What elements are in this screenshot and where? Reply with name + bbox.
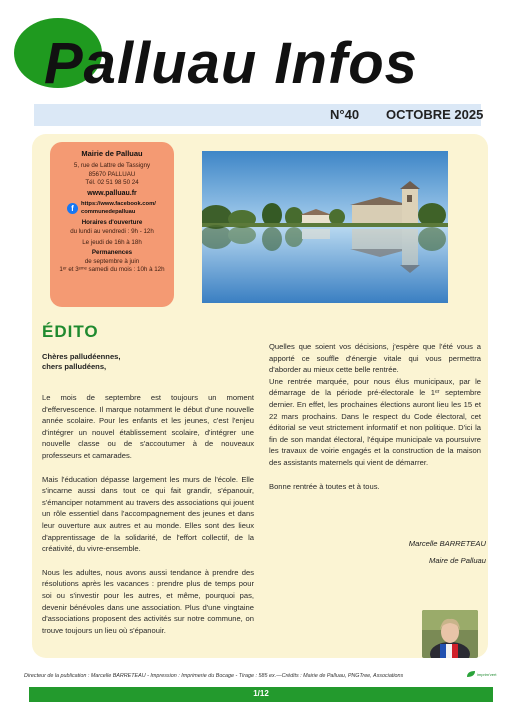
hours-title: Horaires d'ouverture: [81, 219, 143, 227]
mairie-phone: Tél. 02 51 98 50 24: [85, 179, 139, 187]
signature-block: [390, 535, 486, 569]
mairie-website-link[interactable]: www.palluau.fr: [87, 189, 137, 197]
facebook-row[interactable]: [50, 201, 174, 216]
edito-paragraph: Une rentrée marquée, pour nous élus municipaux, par le démarrage de la période pré-électorale le 1ᵉʳ septembre dernier. En effet, les prochaines élections auront lieu les 15 et 22 mars prochains. Dans le respect du Code électoral, cet éditorial se veut strictement informatif et non politique. D'ici la fin de son mandat électoral, l'équipe municipale va poursuivre les travaux de voirie engagés et la construction de la maison des assistants maternels qui vient de démarrer.: [269, 376, 481, 467]
publication-credits: Directeur de la publication : Marcelle BARRETEAU - Impression : Imprimerie du Bocage - Tirage : 585 ex.—Crédits : Mairie de Palluau, PNGTree, Associations: [24, 673, 404, 679]
mairie-name: Mairie de Palluau: [81, 149, 143, 158]
page-number: 1/12: [253, 689, 269, 698]
issue-number: N°40: [330, 107, 360, 122]
imprim-vert-logo: [466, 670, 496, 678]
mairie-address-line2: 85670 PALLUAU: [88, 170, 136, 178]
imprim-vert-label: imprim'vert: [477, 671, 497, 677]
signature-name: Marcelle BARRETEAU: [408, 539, 486, 548]
facebook-link[interactable]: https://www.facebook.com/communedepalluau: [81, 201, 156, 215]
mairie-address-line1: 5, rue de Lattre de Tassigny: [73, 162, 151, 169]
edito-paragraph: Nous les adultes, nous avons aussi tendance à prendre des résolutions après les vacances : prendre plus de temps pour soi ou s'investir pour les autres, et même, pourquoi pas, devenir bénévoles dans une association. Plus d'une vingtaine d'associations proposent des activités sur notre commune, on trouve toujours un lieu où s'épanouir.: [42, 567, 254, 635]
facebook-icon: f: [67, 203, 78, 214]
village-church-photo: [202, 151, 448, 303]
edito-paragraph: Le mois de septembre est toujours un moment d'effervescence. Il marque notamment le début d'une nouvelle année scolaire. Pour les enfants et les jeunes, c'est l'enjeu d'intégrer un nouvel établissement scolaire, d'intégrer une nouvelle classe ou de s'accoutumer à de nouveaux professeurs et camarades.: [42, 393, 254, 460]
edito-left-column: [42, 392, 254, 648]
edito-heading: ÉDITO: [42, 322, 99, 341]
mayor-portrait: [422, 610, 478, 658]
hours-thursday: Le jeudi de 16h à 18h: [82, 238, 142, 246]
edito-right-column: [269, 341, 481, 504]
edito-salutation: [42, 352, 121, 372]
hours-weekday: du lundi au vendredi : 9h - 12h: [70, 227, 154, 235]
salutation-line1: Chères palludéennes,: [42, 352, 121, 361]
permanences-title: Permanences: [91, 249, 133, 257]
issue-date: OCTOBRE 2025: [386, 107, 484, 122]
edito-paragraph: Bonne rentrée à toutes et à tous.: [269, 481, 380, 491]
leaf-logo-icon: [466, 670, 476, 678]
permanences-saturday: 1ᵉʳ et 3ᵉᵐᵉ samedi du mois : 10h à 12h: [59, 266, 165, 274]
salutation-line2: chers palludéens,: [42, 362, 107, 371]
edito-paragraph: Quelles que soient vos décisions, j'espère que l'été vous a apporté ce souffle d'énergie vitale qui vous permettra d'aborder au mieux cette belle rentrée.: [269, 342, 481, 375]
permanences-period: de septembre à juin: [84, 257, 140, 265]
edito-paragraph: Mais l'éducation dépasse largement les murs de l'école. Elle s'incarne aussi dans tout ce qui fait grandir, s'épanouir, s'émanciper notamment au travers des associations qui jouent un rôle essentiel dans l'accompagnement des jeunes et dans leur ouverture aux autres et au monde. Elles sont des lieux d'apprentissage de la solidarité, de l'effort collectif, de la créativité, du vivre-ensemble.: [42, 474, 254, 554]
mairie-info-box: [50, 142, 174, 307]
signature-title: Maire de Palluau: [429, 556, 486, 565]
masthead-title: Palluau Infos: [44, 31, 418, 96]
